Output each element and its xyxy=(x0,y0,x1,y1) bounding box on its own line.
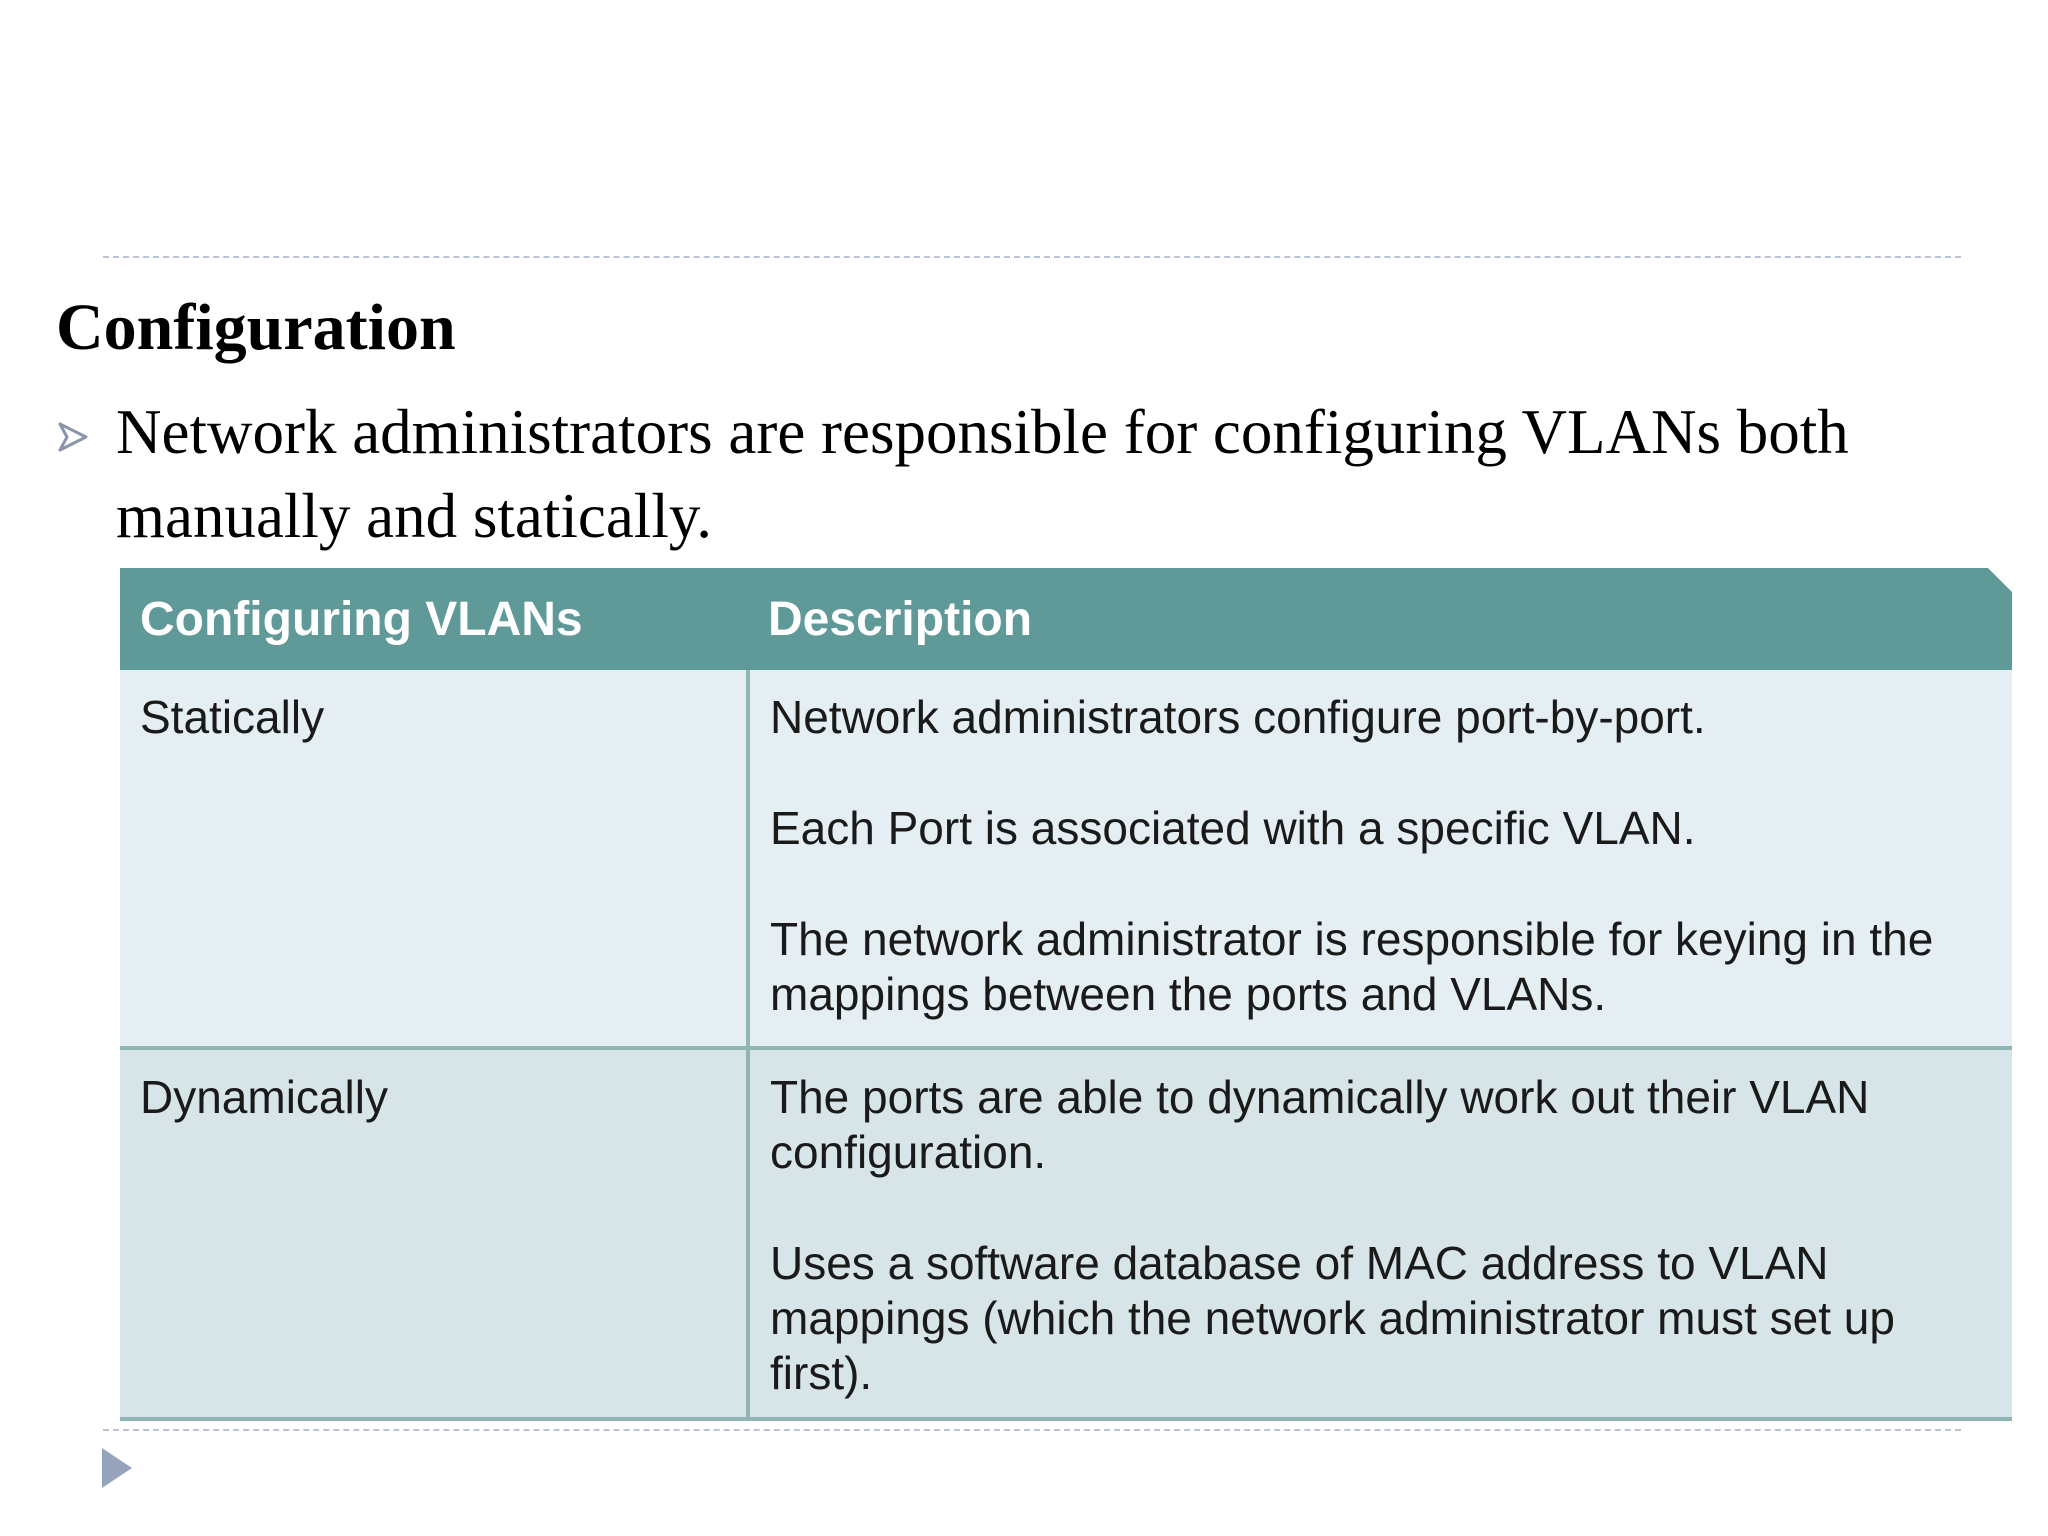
method-cell: Statically xyxy=(120,670,748,1048)
bullet-arrow-icon xyxy=(56,420,90,454)
description-line: Network administrators configure port-by-port. xyxy=(770,691,1706,743)
slide-title: Configuration xyxy=(56,291,456,364)
header-configuring-vlans: Configuring VLANs xyxy=(120,568,748,670)
table-row xyxy=(120,670,2012,1048)
bottom-divider xyxy=(103,1429,1961,1431)
table-corner-cut xyxy=(1988,568,2012,592)
description-line: The ports are able to dynamically work out their VLAN configuration. xyxy=(770,1071,1870,1178)
description-cell xyxy=(748,670,2012,1048)
description-line: Each Port is associated with a specific VLAN. xyxy=(770,802,1696,854)
header-description: Description xyxy=(748,568,2012,670)
top-divider xyxy=(103,256,1961,258)
description-cell xyxy=(748,1048,2012,1419)
method-cell: Dynamically xyxy=(120,1048,748,1419)
description-line: Uses a software database of MAC address to VLAN mappings (which the network administrator must set up first). xyxy=(770,1237,1895,1399)
table-row xyxy=(120,1048,2012,1419)
footer-triangle-icon xyxy=(100,1446,134,1490)
vlan-config-table xyxy=(120,568,2012,1408)
description-line: The network administrator is responsible for keying in the mappings between the ports and VLANs. xyxy=(770,913,1934,1020)
table-header-row xyxy=(120,568,2012,670)
bullet-text: Network administrators are responsible for configuring VLANs both manually and statically. xyxy=(116,397,1849,551)
